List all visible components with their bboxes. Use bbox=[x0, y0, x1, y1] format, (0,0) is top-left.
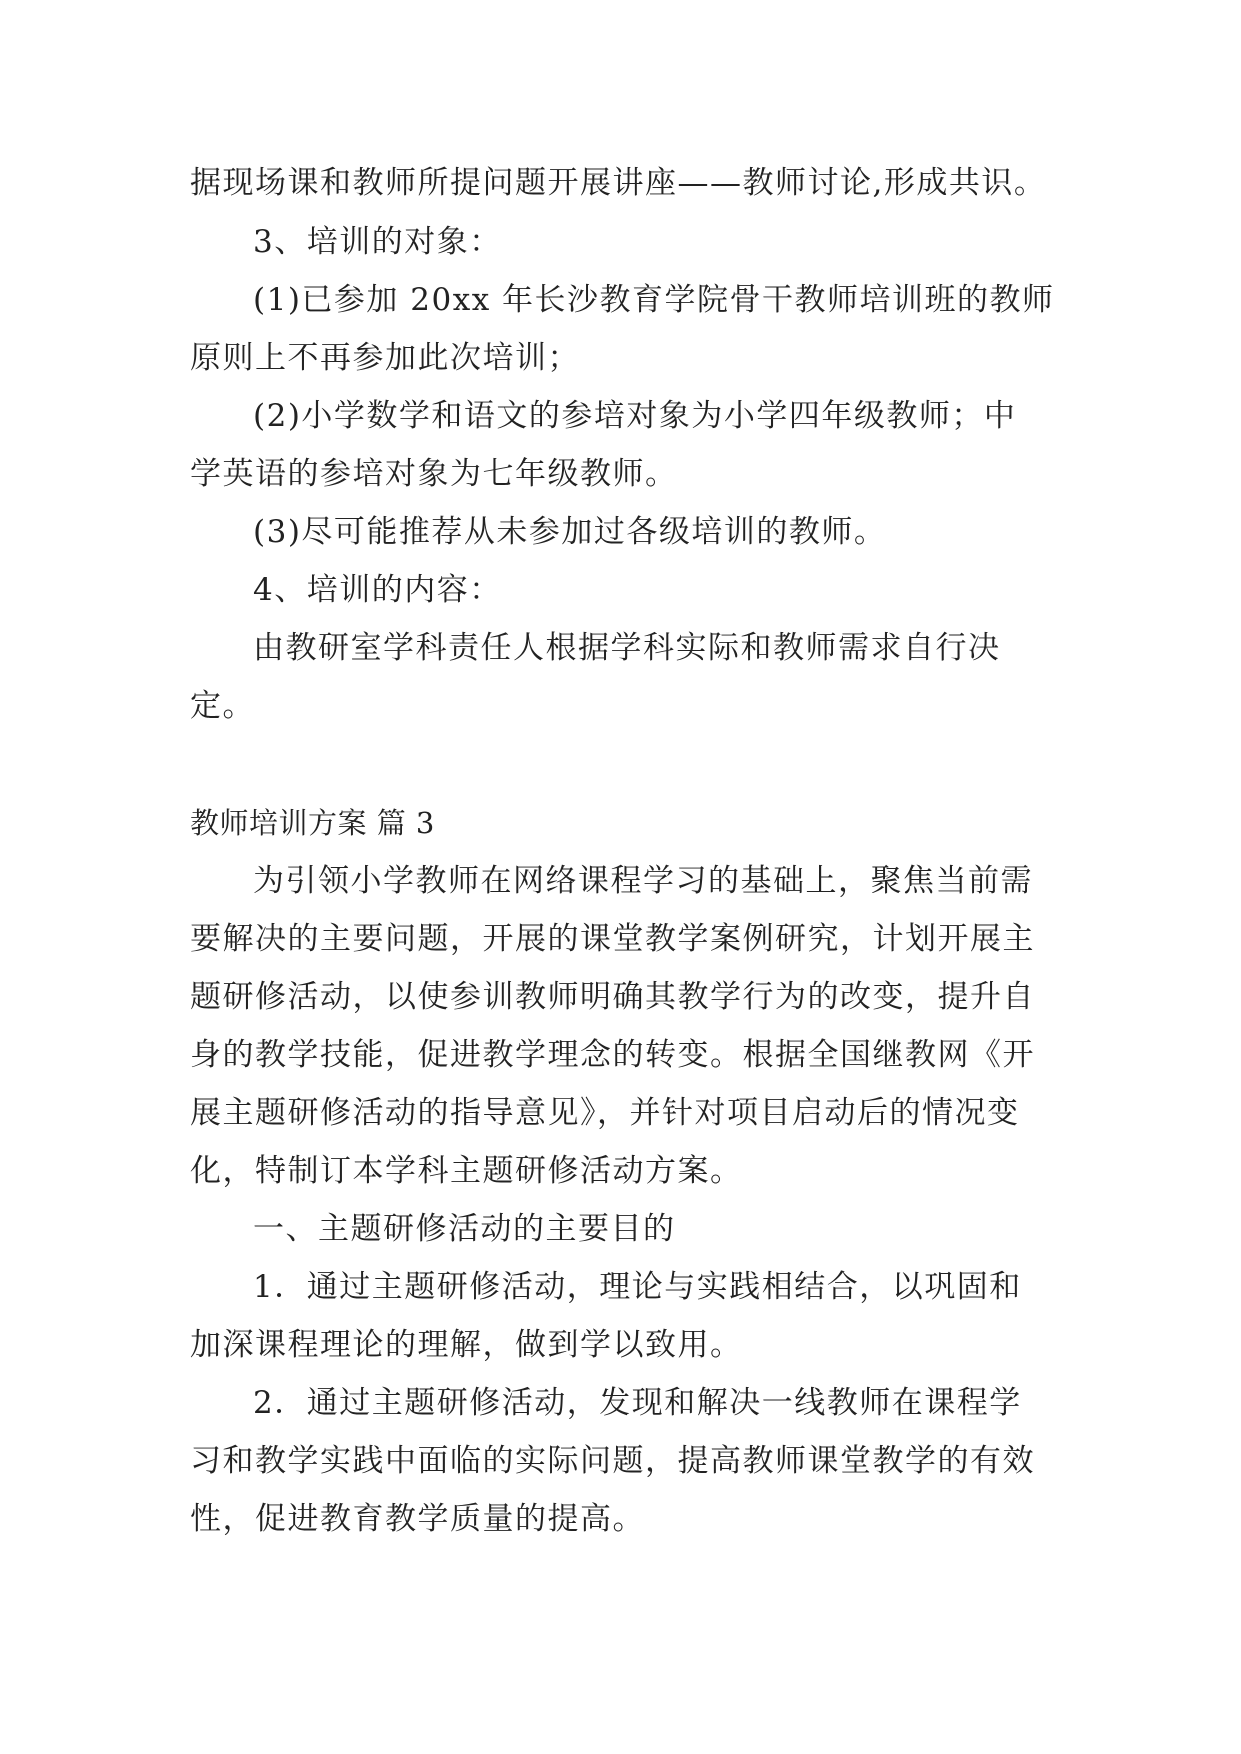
paragraph-line: 学英语的参培对象为七年级教师。 bbox=[190, 456, 678, 492]
paragraph-line: 定。 bbox=[190, 688, 255, 724]
paragraph-line: 身的教学技能，促进教学理念的转变。根据全国继教网《开 bbox=[190, 1037, 1035, 1073]
paragraph-line: 化，特制订本学科主题研修活动方案。 bbox=[190, 1153, 743, 1189]
paragraph-line: 原则上不再参加此次培训； bbox=[190, 340, 580, 376]
paragraph-line: (2)小学数学和语文的参培对象为小学四年级教师；中 bbox=[253, 398, 1017, 434]
paragraph-line: 展主题研修活动的指导意见》，并针对项目启动后的情况变 bbox=[190, 1095, 1020, 1131]
paragraph-line: 为引领小学教师在网络课程学习的基础上，聚焦当前需 bbox=[253, 863, 1033, 899]
section-heading-training-content: 4、培训的内容： bbox=[253, 572, 502, 608]
section-heading-training-target: 3、培训的对象： bbox=[253, 224, 502, 260]
paragraph-line: (3)尽可能推荐从未参加过各级培训的教师。 bbox=[253, 514, 887, 550]
paragraph-line: (1)已参加 20xx 年长沙教育学院骨干教师培训班的教师 bbox=[253, 282, 1055, 318]
section-heading-purpose: 一、主题研修活动的主要目的 bbox=[253, 1211, 676, 1247]
document-section-title: 教师培训方案 篇 3 bbox=[190, 806, 435, 840]
paragraph-line: 1．通过主题研修活动，理论与实践相结合，以巩固和 bbox=[253, 1269, 1022, 1305]
paragraph-line: 性，促进教育教学质量的提高。 bbox=[190, 1501, 645, 1537]
paragraph-line: 习和教学实践中面临的实际问题，提高教师课堂教学的有效 bbox=[190, 1443, 1035, 1479]
paragraph-line: 题研修活动，以使参训教师明确其教学行为的改变，提升自 bbox=[190, 979, 1035, 1015]
paragraph-line: 由教研室学科责任人根据学科实际和教师需求自行决 bbox=[253, 630, 1001, 666]
paragraph-line: 加深课程理论的理解，做到学以致用。 bbox=[190, 1327, 743, 1363]
paragraph-line: 据现场课和教师所提问题开展讲座——教师讨论,形成共识。 bbox=[190, 165, 1047, 201]
paragraph-line: 要解决的主要问题，开展的课堂教学案例研究，计划开展主 bbox=[190, 921, 1035, 957]
paragraph-line: 2．通过主题研修活动，发现和解决一线教师在课程学 bbox=[253, 1385, 1022, 1421]
